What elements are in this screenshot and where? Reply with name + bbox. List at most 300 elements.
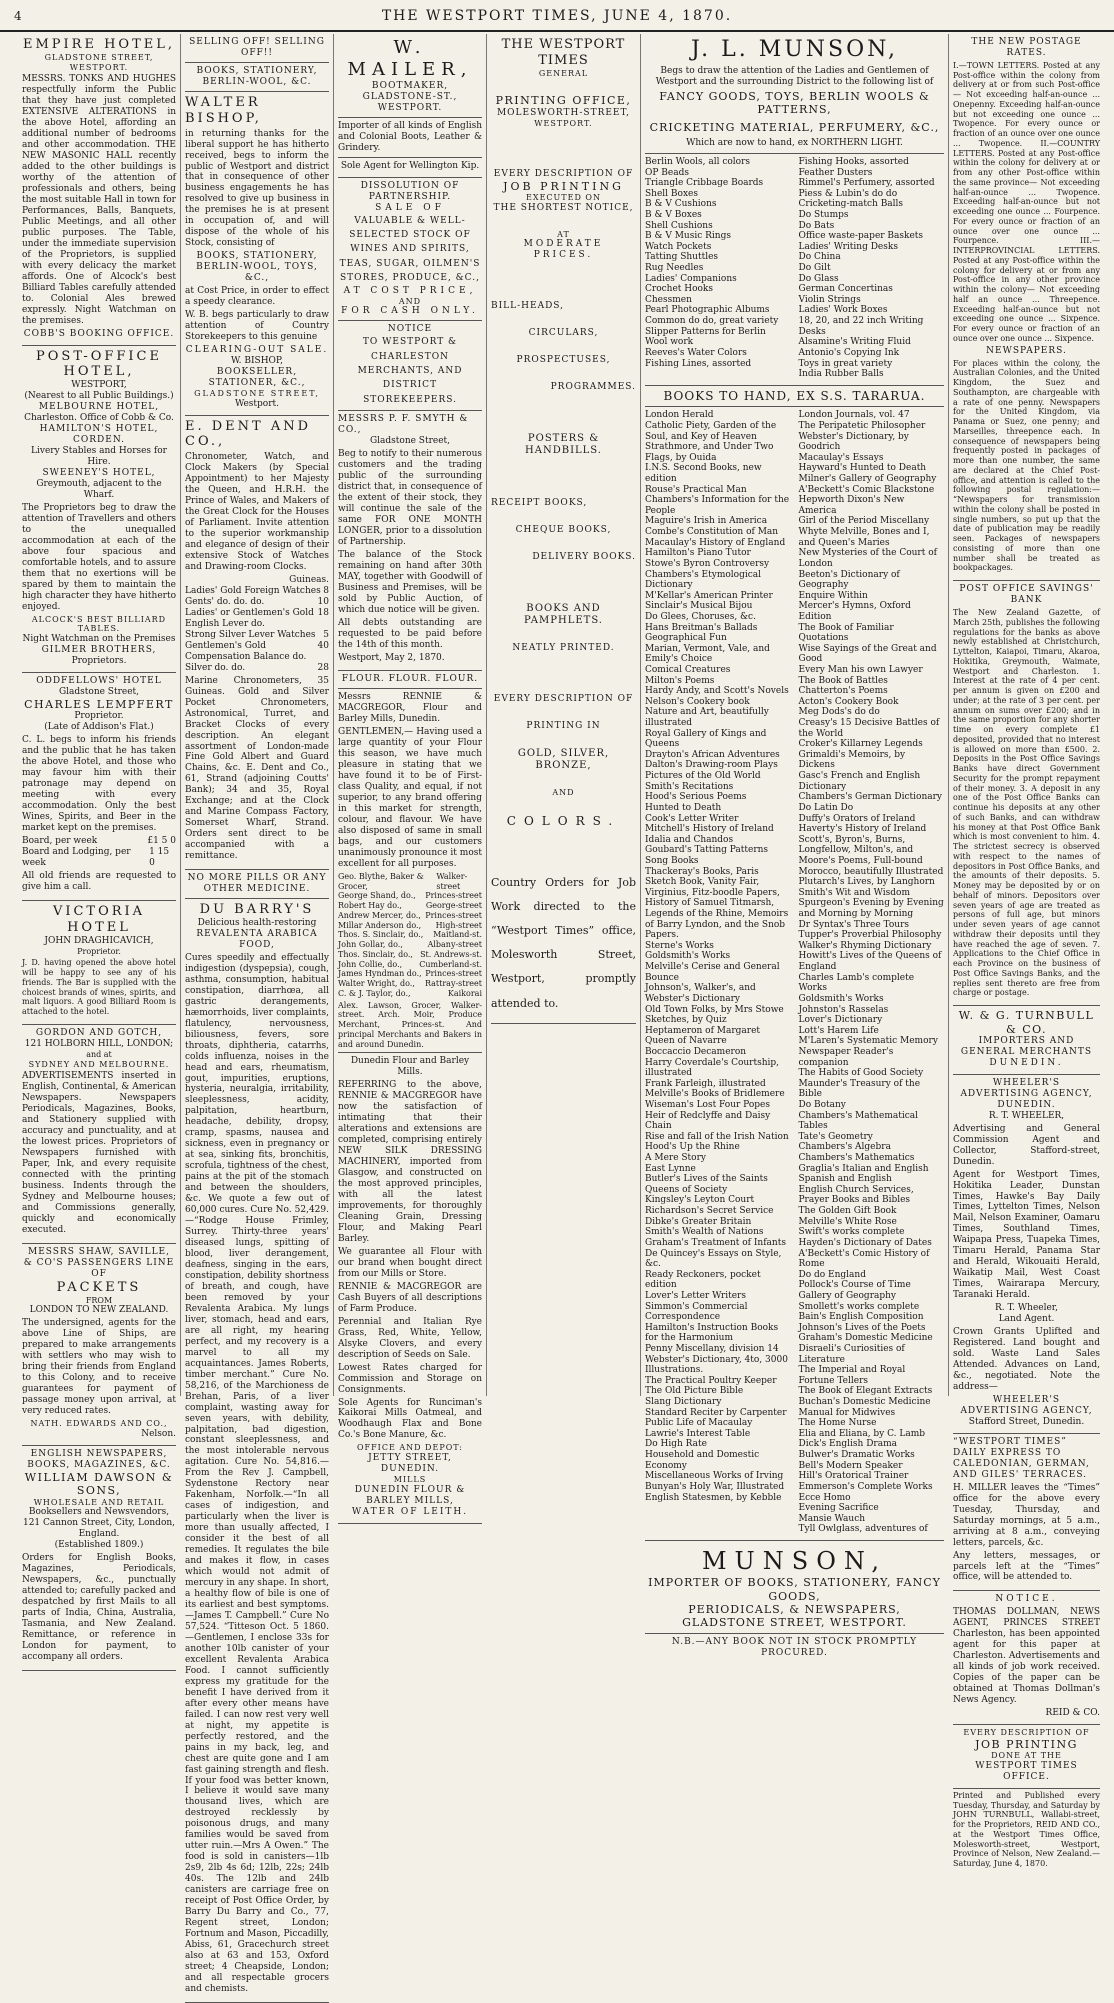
- list-item: Wise Sayings of the Great and Good: [798, 643, 937, 665]
- gordon-and: and at: [86, 1049, 112, 1059]
- board-lodging-row: [22, 847, 176, 869]
- list-item: Marian, Vermont, Vale, and Emily's Choice: [645, 643, 770, 665]
- list-item: Hepworth Dixon's New America: [798, 495, 905, 516]
- dent-title: E. DENT AND CO.,: [185, 418, 312, 450]
- dunedin: DUNEDIN.: [989, 1057, 1064, 1068]
- list-item: Dalton's Drawing-room Plays: [645, 760, 778, 771]
- postage-title: THE NEW POSTAGE RATES.: [971, 37, 1082, 58]
- list-item: Ladies' Work Boxes: [798, 305, 888, 316]
- list-item: Berlin Wools, all colors: [645, 156, 751, 167]
- charles-body: C. L. begs to inform his friends and the public that he has taken the above Hotel, and those who may favour him with their patronage may depend on meeting with every accommodation. Only the best Wines, Spirits, and Beer in the market kept on the premises.: [22, 735, 176, 834]
- list-item: Sketches, by Quiz: [645, 1015, 727, 1026]
- list-item: Do Gilt: [798, 263, 831, 274]
- packets: PACKETS: [56, 1279, 142, 1295]
- list-item: Royal Gallery of Kings and Queens: [645, 728, 767, 750]
- english-newspapers-ad: [22, 1446, 176, 1671]
- list-item: Tyll Owlglass, adventures of: [798, 1524, 928, 1535]
- dawson-sub2: Booksellers and Newsvendors,: [28, 1507, 170, 1518]
- list-item: Buchan's Domestic Medicine: [798, 1397, 931, 1408]
- list-item: Piess & Lubin's do do: [798, 188, 898, 199]
- books-list: BOOKS, STATIONERY, BERLIN-WOOL, TOYS, &C.,: [196, 251, 318, 284]
- guarantee: We guarantee all Flour with our brand when bought direct from our Mills or Store.: [338, 1246, 482, 1279]
- list-item: Sterne's Works: [645, 940, 714, 951]
- country-orders: Country Orders for Job Work directed to the “Westport Times” office, Molesworth Street, Westport, promptly attended to.: [491, 875, 636, 1010]
- list-item: Sinclair's Musical Bijou: [645, 601, 753, 612]
- signatory-row: [338, 940, 482, 950]
- goods-right: [799, 157, 945, 380]
- list-item: Macaulay's Essays: [798, 452, 884, 463]
- miller-body: H. MILLER leaves the “Times” office for the above every Tuesday, Thursday, and Saturday mornings, at 5 a.m., arriving at 8 a.m., conveying letters, parcels, &c.: [953, 1482, 1100, 1548]
- job-printing-6: JOB PRINTING: [975, 1737, 1078, 1751]
- clearing-sale: CLEARING-OUT SALE.: [185, 345, 329, 355]
- list-item: Elia and Eliana, by C. Lamb: [798, 1428, 926, 1439]
- signatory-row: [338, 901, 482, 911]
- list-item: De Quincey's Essays on Style, &c.: [645, 1248, 782, 1270]
- empire-hotel-title: EMPIRE HOTEL,: [22, 37, 175, 52]
- price-row: [185, 586, 329, 597]
- list-item: Hayward's Hunted to Death: [798, 463, 927, 474]
- list-item: The Habits of Good Society: [798, 1068, 924, 1079]
- rennie-tail: Alex. Lawson, Grocer, Walker-street. Arch. Moir, Produce Merchant, Princes-st. And principal Merchants and Bakers in and around Dunedin.: [338, 1000, 482, 1049]
- list-item: Bell's Modern Speaker: [798, 1460, 903, 1471]
- gold-silver-bronze: GOLD, SILVER, BRONZE,: [517, 747, 610, 771]
- spacer: [491, 732, 636, 748]
- board-lodging-price: 1 15 0: [149, 847, 170, 869]
- list-item: Gasc's French and English Dictionary: [798, 771, 921, 792]
- list-item: Goldsmith's Works: [798, 993, 884, 1004]
- column-2: [180, 34, 333, 1994]
- melbourne-sub: Charleston. Office of Cobb & Co.: [24, 413, 174, 424]
- selling-off: SELLING OFF! SELLING OFF!!: [189, 37, 325, 58]
- divider: [645, 153, 944, 154]
- list-item: The Home Nurse: [798, 1418, 877, 1429]
- list-item: Queens of Society: [645, 1184, 728, 1195]
- list-item: Duffy's Orators of Ireland: [798, 813, 916, 824]
- list-item: Reeves's Water Colors: [645, 347, 747, 358]
- list-item: English Church Services, Prayer Books and Bibles: [798, 1184, 914, 1206]
- page-number: 4: [14, 9, 22, 23]
- gordon-addr: 121 HOLBORN HILL, LONDON;: [24, 1038, 174, 1049]
- list-item: Webster's Dictionary, by Goodrich: [798, 431, 909, 453]
- shortest-notice: THE SHORTEST NOTICE,: [493, 202, 634, 213]
- list-item: Geographical Fun: [645, 633, 727, 644]
- list-item: The Book of Elegant Extracts: [798, 1386, 933, 1397]
- divider: [185, 91, 329, 92]
- land-agent: Land Agent.: [998, 1314, 1055, 1325]
- list-item: Chambers's Etymological Dictionary: [645, 569, 761, 591]
- list-item: Triangle Cribbage Boards: [645, 178, 764, 189]
- list-item: Maunder's Treasury of the Bible: [798, 1078, 921, 1100]
- list-item: London Journals, vol. 47: [798, 410, 910, 421]
- list-item: Do Latin Do: [798, 802, 854, 813]
- oddfellows-title: ODDFELLOWS' HOTEL: [36, 676, 162, 687]
- list-item: I.N.S. Second Books, new edition: [645, 463, 762, 485]
- list-item: Cook's Letter Writer: [645, 813, 739, 824]
- price-value: 28: [317, 662, 329, 673]
- shaw-body: The undersigned, agents for the above Line of Ships, are prepared to make arrangements with settlers who may wish to bring their friends from England to this Colony, and to receive guarantees for payment of passage money upon arrival, at very reduced rates.: [22, 1318, 176, 1417]
- dent-body: Chronometer, Watch, and Clock Makers (by Special Appointment) to her Majesty the Queen, and H.R.H. the Prince of Wales, and Makers of the Great Clock for the Houses of Parliament. Invite attention to the superior workmanship and elegance of design of their extensive Stock of Watches and Drawing-room Clocks.: [185, 452, 329, 572]
- list-item: Do Botany: [798, 1099, 846, 1110]
- list-item: East Lynne: [645, 1163, 696, 1174]
- nath-edwards: NATH. EDWARDS AND CO.,: [30, 1419, 168, 1429]
- molesworth: MOLESWORTH-STREET,: [496, 107, 631, 118]
- signatory-row: [338, 921, 482, 931]
- list-item: Comical Creatures: [645, 665, 731, 675]
- smyth-title: MESSRS P. F. SMYTH & CO.,: [338, 414, 469, 436]
- list-item: Smith's Recitations: [645, 781, 734, 792]
- newspapers-body: For places within the colony, the Australian Colonies, and the United Kingdom, the Suez and Southampton, are chargeable with a rate of one penny. Newspapers for the United Kingdom, via Panama or Suez, one penny; and Marseilles, threepence each. In consequence of newspapers being frequently posted in packages of more than one number, the same are declared at the Chief Post-office, and attention is called to the following postal regulation:— “Newspapers for transmission within the colony shall be posted in single numbers, so put up that the date of publication may be readily seen. Packages of newspapers consisting of more than one number shall be treated as bookpackages.: [953, 358, 1100, 573]
- list-item: Do China: [798, 252, 841, 263]
- list-item: Hamilton's Piano Tutor: [645, 548, 751, 559]
- list-item: Chambers's Algebra: [798, 1142, 891, 1153]
- list-item: Chambers's Mathematics: [798, 1153, 915, 1164]
- spacer: [491, 705, 636, 721]
- list-item: Public Life of Macaulay: [645, 1418, 753, 1429]
- price-label: Strong Silver Lever Watches: [185, 629, 316, 640]
- list-item: Hunted to Death: [645, 802, 722, 813]
- post-office-hotel-title: POST-OFFICE HOTEL,: [36, 348, 162, 380]
- london-nz: LONDON TO NEW ZEALAND.: [29, 1305, 169, 1316]
- walter-bishop: WALTER BISHOP,: [185, 94, 262, 126]
- list-item: Newspaper Reader's companion: [798, 1046, 894, 1068]
- list-item: Pictures of the Old World: [645, 771, 761, 782]
- column-5: [640, 34, 948, 1658]
- mills: Dunedin Flour and Barley Mills.: [350, 1056, 470, 1078]
- english-newspapers: ENGLISH NEWSPAPERS, BOOKS, MAGAZINES, &C.: [27, 1448, 171, 1470]
- cost-price: AT COST PRICE,: [343, 285, 477, 296]
- hamilton-hotel: HAMILTON'S HOTEL, CORDEN.: [39, 424, 159, 446]
- signatory-row: [338, 969, 482, 979]
- list-item: The Golden Gift Book: [798, 1206, 897, 1217]
- list-item: B & V Cushions: [645, 199, 717, 210]
- list-item: Dick's English Drama: [798, 1439, 897, 1450]
- list-item: Chambers's Mathematical Tables: [798, 1110, 919, 1132]
- victoria-prop: Proprietor.: [77, 946, 121, 956]
- dunedin-mills: DUNEDIN FLOUR & BARLEY MILLS,: [354, 1484, 466, 1506]
- neatly-printed: NEATLY PRINTED.: [512, 642, 615, 653]
- divider: [645, 406, 944, 407]
- list-item: The Book of Battles: [798, 675, 888, 686]
- price-label: Silver do. do.: [185, 662, 246, 673]
- rennie-ad: [338, 671, 482, 1523]
- done-at: DONE AT THE: [991, 1751, 1062, 1761]
- list-item: Idalia and Chandos: [645, 834, 734, 845]
- at: AT: [557, 229, 570, 239]
- list-item: Chambers's Information for the People: [645, 495, 790, 516]
- and: AND: [398, 296, 422, 306]
- list-item: M'Laren's Systematic Memory: [798, 1036, 938, 1047]
- list-item: Smith's Wit and Wisdom: [798, 887, 910, 898]
- sale-body: VALUABLE & WELL-SELECTED STOCK OF WINES AND SPIRITS, TEAS, SUGAR, OILMEN'S STORES, PRODUCE, &C.,: [339, 215, 481, 284]
- list-item: Croker's Killarney Legends: [798, 739, 923, 750]
- postage-body: I.—TOWN LETTERS. Posted at any Post-office within the colony from delivery at or from such Post-office— Not exceeding half-an-ounce ... Onepenny. Exceeding half-an-ounce but not exceeding one ounce ... Twopence. For every ounce or fraction of an ounce over one ounce ... Twopence. II.—COUNTRY LETTERS. Posted at any Post-office within the colony for delivery at or from any other Post-office within the same province— Not exceeding half-an-ounce ... Twopence. Exceeding half-an-ounce but not exceeding one ounce ... Fourpence. For every ounce or fraction of an ounce over one ounce ... Fourpence. III.—INTERPROVINCIAL LETTERS. Posted at any Post-office within the colony for delivery at or from any Post-office in any other province within the colony— Not exceeding half an ounce ... Threepence. Exceeding half-an-ounce but not exceeding one ounce ... Sixpence. For every ounce or fraction of an ounce over one ounce ... Sixpence.: [953, 60, 1100, 343]
- munson-big: MUNSON,: [701, 1546, 887, 1575]
- list-item: Antonio's Copying Ink: [798, 347, 900, 358]
- books-right: [799, 410, 945, 1535]
- list-item: Crochet Hooks: [645, 284, 714, 295]
- executed-on: EXECUTED ON: [526, 192, 601, 202]
- signatory-row: [338, 911, 482, 921]
- price-row: [185, 630, 329, 641]
- spacer: [491, 654, 636, 694]
- list-item: Dr Syntax's Three Tours: [798, 919, 909, 930]
- list-item: Melville's Cerise and General Bounce: [645, 962, 780, 983]
- gladstone-street: GLADSTONE STREET, WESTPORT.: [682, 1616, 907, 1630]
- signatory-street: Walker-street: [436, 871, 468, 891]
- charles-lempfert: CHARLES LEMPFERT: [24, 698, 174, 712]
- list-item: English Statesmen, by Kebble: [645, 1492, 782, 1503]
- list-item: Catholic Piety, Garden of the Soul, and Key of Heaven: [645, 420, 777, 442]
- list-item: Heptameron of Margaret Queen of Navarre: [645, 1025, 761, 1047]
- mailer-sub: BOOTMAKER,: [371, 80, 449, 91]
- victoria-body: J. D. having opened the above hotel will be happy to see any of his friends. The Bar is supplied with the choicest brands of wines, spirits, and malt liquors. A good Billiard Room is attached to the hotel.: [22, 958, 176, 1017]
- price-value: 10: [317, 596, 329, 607]
- fancy-goods: FANCY GOODS, TOYS, BERLIN WOOLS & PATTERNS,: [659, 89, 930, 117]
- du-barry: DU BARRY'S: [199, 902, 315, 918]
- notice: NOTICE: [387, 324, 433, 335]
- list-item: Toys in great variety: [798, 358, 893, 369]
- list-item: Pollock's Course of Time: [798, 1280, 911, 1291]
- cash-only: FOR CASH ONLY.: [341, 306, 479, 317]
- periodicals: PERIODICALS, & NEWSPAPERS,: [688, 1603, 901, 1617]
- list-item: Common do do, great variety: [645, 316, 779, 327]
- list-item: Nelson's Cookery book: [645, 696, 750, 707]
- victoria-title: VICTORIA HOTEL: [52, 903, 146, 935]
- books-left: [645, 410, 791, 1535]
- list-item: Chessmen: [645, 294, 692, 305]
- list-item: Do Stumps: [798, 210, 849, 220]
- list-item: Do Glass: [798, 273, 839, 284]
- list-item: M'Kellar's American Printer: [645, 590, 773, 601]
- spacer: [491, 772, 636, 788]
- savings-title: POST OFFICE SAVINGS' BANK: [959, 584, 1094, 606]
- savings-bank: [953, 581, 1100, 1006]
- list-item: Rimmel's Perfumery, assorted: [798, 178, 935, 189]
- board-lodging-label: Board and Lodging, per week: [22, 847, 131, 869]
- signatory-row: [338, 979, 482, 989]
- old-friends: All old friends are requested to give him a call.: [22, 870, 176, 892]
- smyth-body: Beg to notify to their numerous customers and the trading public of the surrounding district that, in consequence of the extent of their stock, they will continue the sale of the same FOR ONE MONTH LONGER, prior to a dissolution of Partnership.: [338, 449, 482, 547]
- list-item: Milton's Poems: [645, 675, 715, 686]
- walter-body2: at Cost Price, in order to effect a speedy clearance.: [185, 286, 329, 308]
- printing-in: PRINTING IN: [526, 720, 601, 731]
- post-office-near: (Nearest to all Public Buildings.): [24, 391, 174, 402]
- signatory-name: Geo. Blythe, Baker & Grocer,: [338, 871, 424, 891]
- column-3: [333, 34, 486, 1517]
- list-item: Enquire Within: [798, 590, 868, 601]
- spacer: [491, 339, 636, 355]
- list-item: Office waste-paper Baskets: [798, 231, 924, 242]
- newspapers-title: NEWSPAPERS.: [986, 345, 1067, 356]
- list-item: Graham's Treatment of Infants: [645, 1237, 786, 1248]
- goods-left: [645, 157, 791, 380]
- stafford: Stafford Street, Dunedin.: [968, 1416, 1085, 1427]
- list-item: Melville's White Rose: [798, 1216, 897, 1227]
- du-barry-body: Cures speedily and effectually indigestion (dyspepsia), cough, asthma, consumption, habitual constipation, diarrhœa, all gastric derangements, hæmorrhoids, liver complaints, flatulency, nervousness, biliousness, fevers, sore throats, diphtheria, catarrhs, colds influenza, noises in the head and ears, rheumatism, gout, impurities, eruptions, hysteria, neuralgia, irritability, sleeplessness, acidity, palpitation, heartburn, headache, debility, dropsy, cramp, spasms, nausea and sickness, even in pregnancy or at sea, sinking fits, bronchitis, scrofula, tightness of the chest, pains at the pit of the stomach and between the shoulders, &c. We quote a few out of 60,000 cures. Cure No. 52,429.—“Rodge House Frimley, Surrey. Thirty-three years' diseased lungs, spitting of blood, liver derangement, deafness, singing in the ears, constipation, debility shortness of breath, and cough, have been removed by your Revalenta Arabica. My lungs liver, stomach, head and ears, are all right, my hearing perfect, and my recovery is a marvel to all my acquaintances. James Roberts, timber merchant.” Cure No. 58,216, of the Marchioness de Brehan, Paris, of a liver complaint, wasting away for seven years, with debility, palpitation, bad digestion, constant sleeplessness, and the most intolerable nervous agitation. Cure No. 54,816.—From the Rev J. Campbell, Sydenstone Rectory near Fakenham, Norfolk.—“In all cases of indigestion, and particularly when the liver is more than usually affected, I consider it the best of all remedies. It regulates the bile and makes it flow, in cases which would not admit of mercury in any shape. In short, a healthy flow of bile is one of its earliest and best symptoms.—James T. Campbell.” Cure No 57,524. “Titteson Oct. 5 1860.—Gentlemen, I enclose 33s for another 10lb canister of your excellent Revalenta Arabica Food. I cannot sufficiently express my gratitude for the benefit I have derived from it after every other means have failed. I can now rest very well at night, my appetite is perfectly restored, and the pains in my back, leg, and chest are quite gone and I am fast gaining strength and flesh. If your food was better known, I believe it would save many thousand lives, which are destroyed recklessly by poisonous drugs, and many families would be saved from utter ruin.—Mrs A Owen.” The food is sold in canisters—1lb 2s9, 2lb 4s 6d; 12lb, 22s; 24lb 40s. The 12lb and 24lb canisters are carriage free on receipt of Post Office Order, by Barry Du Barry and Co., 77, Regent street, London; Fortnum and Mason, Piccadilly, Abiss, 61, Gracechurch street also at 63 and 153, Oxford street; 4 Cheapside, London; and all respectable grocers and chemists.: [185, 952, 329, 1994]
- list-item: Hayden's Dictionary of Dates: [798, 1237, 932, 1248]
- spacer: [491, 393, 636, 433]
- spacer: [491, 261, 636, 301]
- list-item: The Book of Familiar Quotations: [798, 622, 894, 644]
- list-item: Rouse's Practical Man: [645, 484, 747, 495]
- list-item: Do Glees, Choruses, &c.: [645, 611, 756, 622]
- mailer-ad: [338, 34, 482, 178]
- divider: [338, 117, 482, 118]
- wt-title: THE WESTPORT TIMES: [501, 37, 626, 68]
- shaw-title: MESSRS SHAW, SAVILLE, & CO'S PASSENGERS LINE OF: [23, 1246, 175, 1279]
- signatory-street: St. Andrews-st.: [420, 949, 482, 959]
- spacer: [491, 78, 636, 94]
- wb-sig2: BOOKSELLER, STATIONER, &C.,: [208, 366, 306, 388]
- general: GENERAL: [538, 68, 589, 78]
- list-item: Shell Boxes: [645, 188, 698, 199]
- turnbull-sub: IMPORTERS AND GENERAL MERCHANTS: [960, 1035, 1093, 1057]
- signatory-name: Andrew Mercer, do.,: [338, 910, 421, 920]
- gordon-title: GORDON AND GOTCH,: [35, 1027, 163, 1038]
- list-item: Kingsley's Leyton Court: [645, 1195, 755, 1206]
- list-item: Creasy's 15 Decisive Battles of the World: [798, 718, 940, 739]
- list-item: Hans Breitman's Ballads: [645, 622, 758, 633]
- imprint: Printed and Published every Tuesday, Thursday, and Saturday by JOHN TURNBULL, Wallabi-street, for the Proprietors, REID AND CO., at the Westport Times Office, Molesworth-street, Westport, Province of Nelson, New Zealand.—Saturday, June 4, 1870.: [953, 1790, 1100, 1869]
- list-item: Tatting Shuttles: [645, 252, 719, 263]
- spacer: [491, 129, 636, 169]
- list-item: Smollett's works complete: [798, 1301, 920, 1312]
- turnbull-ad: [953, 1006, 1100, 1075]
- rt-wheeler: R. T. WHEELER,: [988, 1110, 1065, 1121]
- dawson-title: WILLIAM DAWSON & SONS,: [24, 1470, 174, 1498]
- gordon-body: ADVERTISEMENTS inserted in English, Continental, & American Newspapers. Newspapers Periodicals, Magazines, Books, and Stationery supplied with accuracy and punctuality, and at the lowest prices. Proprietors of Newspapers furnished with Paper, Ink, and every requisite connected with the printing business. Indents through the Sydney and Melbourne houses; and Commissions generally, quickly and economically executed.: [22, 1071, 176, 1235]
- dollman-body: THOMAS DOLLMAN, NEWS AGENT, PRINCES STREET Charleston, has been appointed agent for this paper at Charleston. Advertisements and all kinds of job work received. Copies of the paper can be obtained at Thomas Dollman's News Agency.: [953, 1607, 1100, 1706]
- list-item: Rug Needles: [645, 263, 704, 274]
- victoria-owner: JOHN DRAGHICAVICH,: [44, 935, 154, 946]
- spacer: [491, 829, 636, 869]
- walter-body3: W. B. begs particularly to draw attention of Country Storekeepers to this genuine: [185, 310, 329, 343]
- rt-body: Advertising and General Commission Agent and Collector, Stafford-street, Dunedin.: [953, 1123, 1100, 1167]
- spacer: [491, 312, 636, 328]
- list-item: The Peripatetic Philosopher: [798, 420, 926, 431]
- colors: COLORS.: [506, 813, 621, 828]
- wheeler-2: WHEELER'S ADVERTISING AGENCY,: [960, 1394, 1093, 1416]
- list-item: Heir of Redclyffe and Daisy Chain: [645, 1110, 771, 1132]
- price-label: Ladies' or Gentlemen's Gold English Lever do.: [185, 607, 314, 629]
- list-item: Miscellaneous Works of Irving: [645, 1471, 784, 1482]
- list-item: Strathmore, and Under Two Flags, by Ouida: [645, 442, 774, 463]
- divider: [185, 62, 329, 63]
- list-item: New Mysteries of the Court of London: [798, 548, 937, 569]
- dawson-est: (Established 1809.): [54, 1540, 144, 1551]
- melbourne-hotel: MELBOURNE HOTEL,: [38, 402, 160, 413]
- list-item: Girl of the Period Miscellany: [798, 516, 930, 527]
- price-row: [185, 608, 329, 630]
- list-item: Whyte Melville, Bones and I, and Queen's Maries: [798, 527, 930, 548]
- list-item: Walker's Rhyming Dictionary: [798, 940, 932, 951]
- list-item: Evening Sacrifice: [798, 1503, 879, 1514]
- signatory-street: Rattray-street: [424, 979, 482, 989]
- empire-town: WESTPORT.: [69, 62, 129, 72]
- importer: IMPORTER OF BOOKS, STATIONERY, FANCY GOODS,: [648, 1576, 941, 1603]
- wb-sig3: GLADSTONE STREET,: [194, 388, 320, 398]
- water-of-leith: WATER OF LEITH.: [351, 1506, 469, 1517]
- signatory-street: Cumberland-st.: [419, 959, 482, 969]
- spacer: [491, 798, 636, 814]
- list-item: Every Man his own Lawyer: [798, 665, 923, 675]
- list-item: India Rubber Balls: [798, 369, 884, 380]
- column-1: [18, 34, 180, 1662]
- gilmer-brothers: GILMER BROTHERS,: [41, 645, 157, 656]
- notice-title: NOTICE.: [995, 1594, 1058, 1605]
- revalenta: REVALENTA ARABICA FOOD,: [196, 928, 318, 950]
- list-item: Emmerson's Complete Works: [798, 1481, 933, 1492]
- turnbull-title: W. & G. TURNBULL & CO.: [958, 1009, 1095, 1036]
- list-item: B & V Boxes: [645, 210, 702, 220]
- list-item: Lawrie's Interest Table: [645, 1428, 751, 1439]
- list-item: London Herald: [645, 410, 714, 421]
- westport: WESTPORT.: [534, 118, 593, 128]
- bishop-ad: [185, 34, 329, 416]
- list-item: The Old Picture Bible: [645, 1386, 744, 1397]
- signatory-street: George-street: [425, 901, 482, 911]
- signatory-row: [338, 989, 482, 999]
- signatory-name: George Shand, do.,: [338, 891, 416, 901]
- list-item: Bain's English Composition: [798, 1312, 924, 1323]
- price-row: [185, 597, 329, 608]
- spacer: [491, 366, 636, 382]
- list-item: Combe's Constitution of Man: [645, 527, 779, 538]
- list-item: The Imperial and Royal Fortune Tellers: [798, 1365, 906, 1386]
- receipt-books: RECEIPT BOOKS,: [491, 497, 588, 508]
- list-item: Macaulay's History of England: [645, 537, 786, 548]
- lowest-rates: Lowest Rates charged for Commission and Storage on Consignments.: [338, 1362, 482, 1395]
- oddfellows-hotel-ad: [22, 673, 176, 901]
- list-item: Hill's Oratorical Trainer: [798, 1471, 909, 1482]
- victoria-hotel-ad: [22, 901, 176, 1025]
- delivery-books: DELIVERY BOOKS.: [532, 551, 636, 562]
- shaw-saville-ad: [22, 1244, 176, 1446]
- wb-sig4: Westport.: [234, 398, 280, 409]
- list-item: Howitt's Lives of the Queens of England: [798, 951, 942, 973]
- list-item: Mansie Wauch: [798, 1513, 866, 1524]
- list-item: Acton's Cookery Book: [798, 696, 899, 707]
- list-item: Household and Domestic Economy: [645, 1450, 760, 1471]
- smyth-ad: [338, 178, 482, 672]
- signatory-street: High-street: [435, 920, 482, 930]
- list-item: B & V Music Rings: [645, 231, 731, 242]
- sweeney-hotel: SWEENEY'S HOTEL,: [42, 468, 156, 479]
- list-item: Graglia's Italian and English: [798, 1163, 929, 1174]
- divider: [338, 157, 482, 158]
- from: FROM: [85, 1295, 113, 1305]
- list-item: Watch Pockets: [645, 241, 712, 252]
- list-item: Bulwer's Dramatic Works: [798, 1450, 915, 1461]
- signatory-name: Thos. S. Sinclair, do.,: [338, 930, 424, 940]
- list-item: Mitchell's History of Ireland: [645, 824, 774, 835]
- list-item: Penny Miscellany, division 14: [645, 1344, 779, 1354]
- list-item: German Concertinas: [798, 284, 893, 295]
- price-value: 5: [323, 629, 329, 640]
- list-item: Lott's Harem Life: [798, 1025, 879, 1036]
- every-desc: EVERY DESCRIPTION OF: [963, 1728, 1090, 1738]
- price-label: Gentlemen's Gold Compensation Balance do.: [185, 640, 307, 662]
- hamilton-sub: Livery Stables and Horses for Hire.: [31, 446, 167, 468]
- price-label: Gents' do. do. do.: [185, 596, 265, 607]
- list-item: Milner's Gallery of Geography: [798, 474, 937, 485]
- price-label: Ladies' Gold Foreign Watches: [185, 585, 321, 596]
- list-item: OP Beads: [645, 167, 689, 178]
- and-2: AND: [552, 788, 575, 798]
- signatories: [338, 872, 482, 999]
- reid-sig: REID & CO.: [1045, 1708, 1100, 1719]
- which-ex: Which are now to hand, ex NORTHERN LIGHT.: [686, 137, 903, 148]
